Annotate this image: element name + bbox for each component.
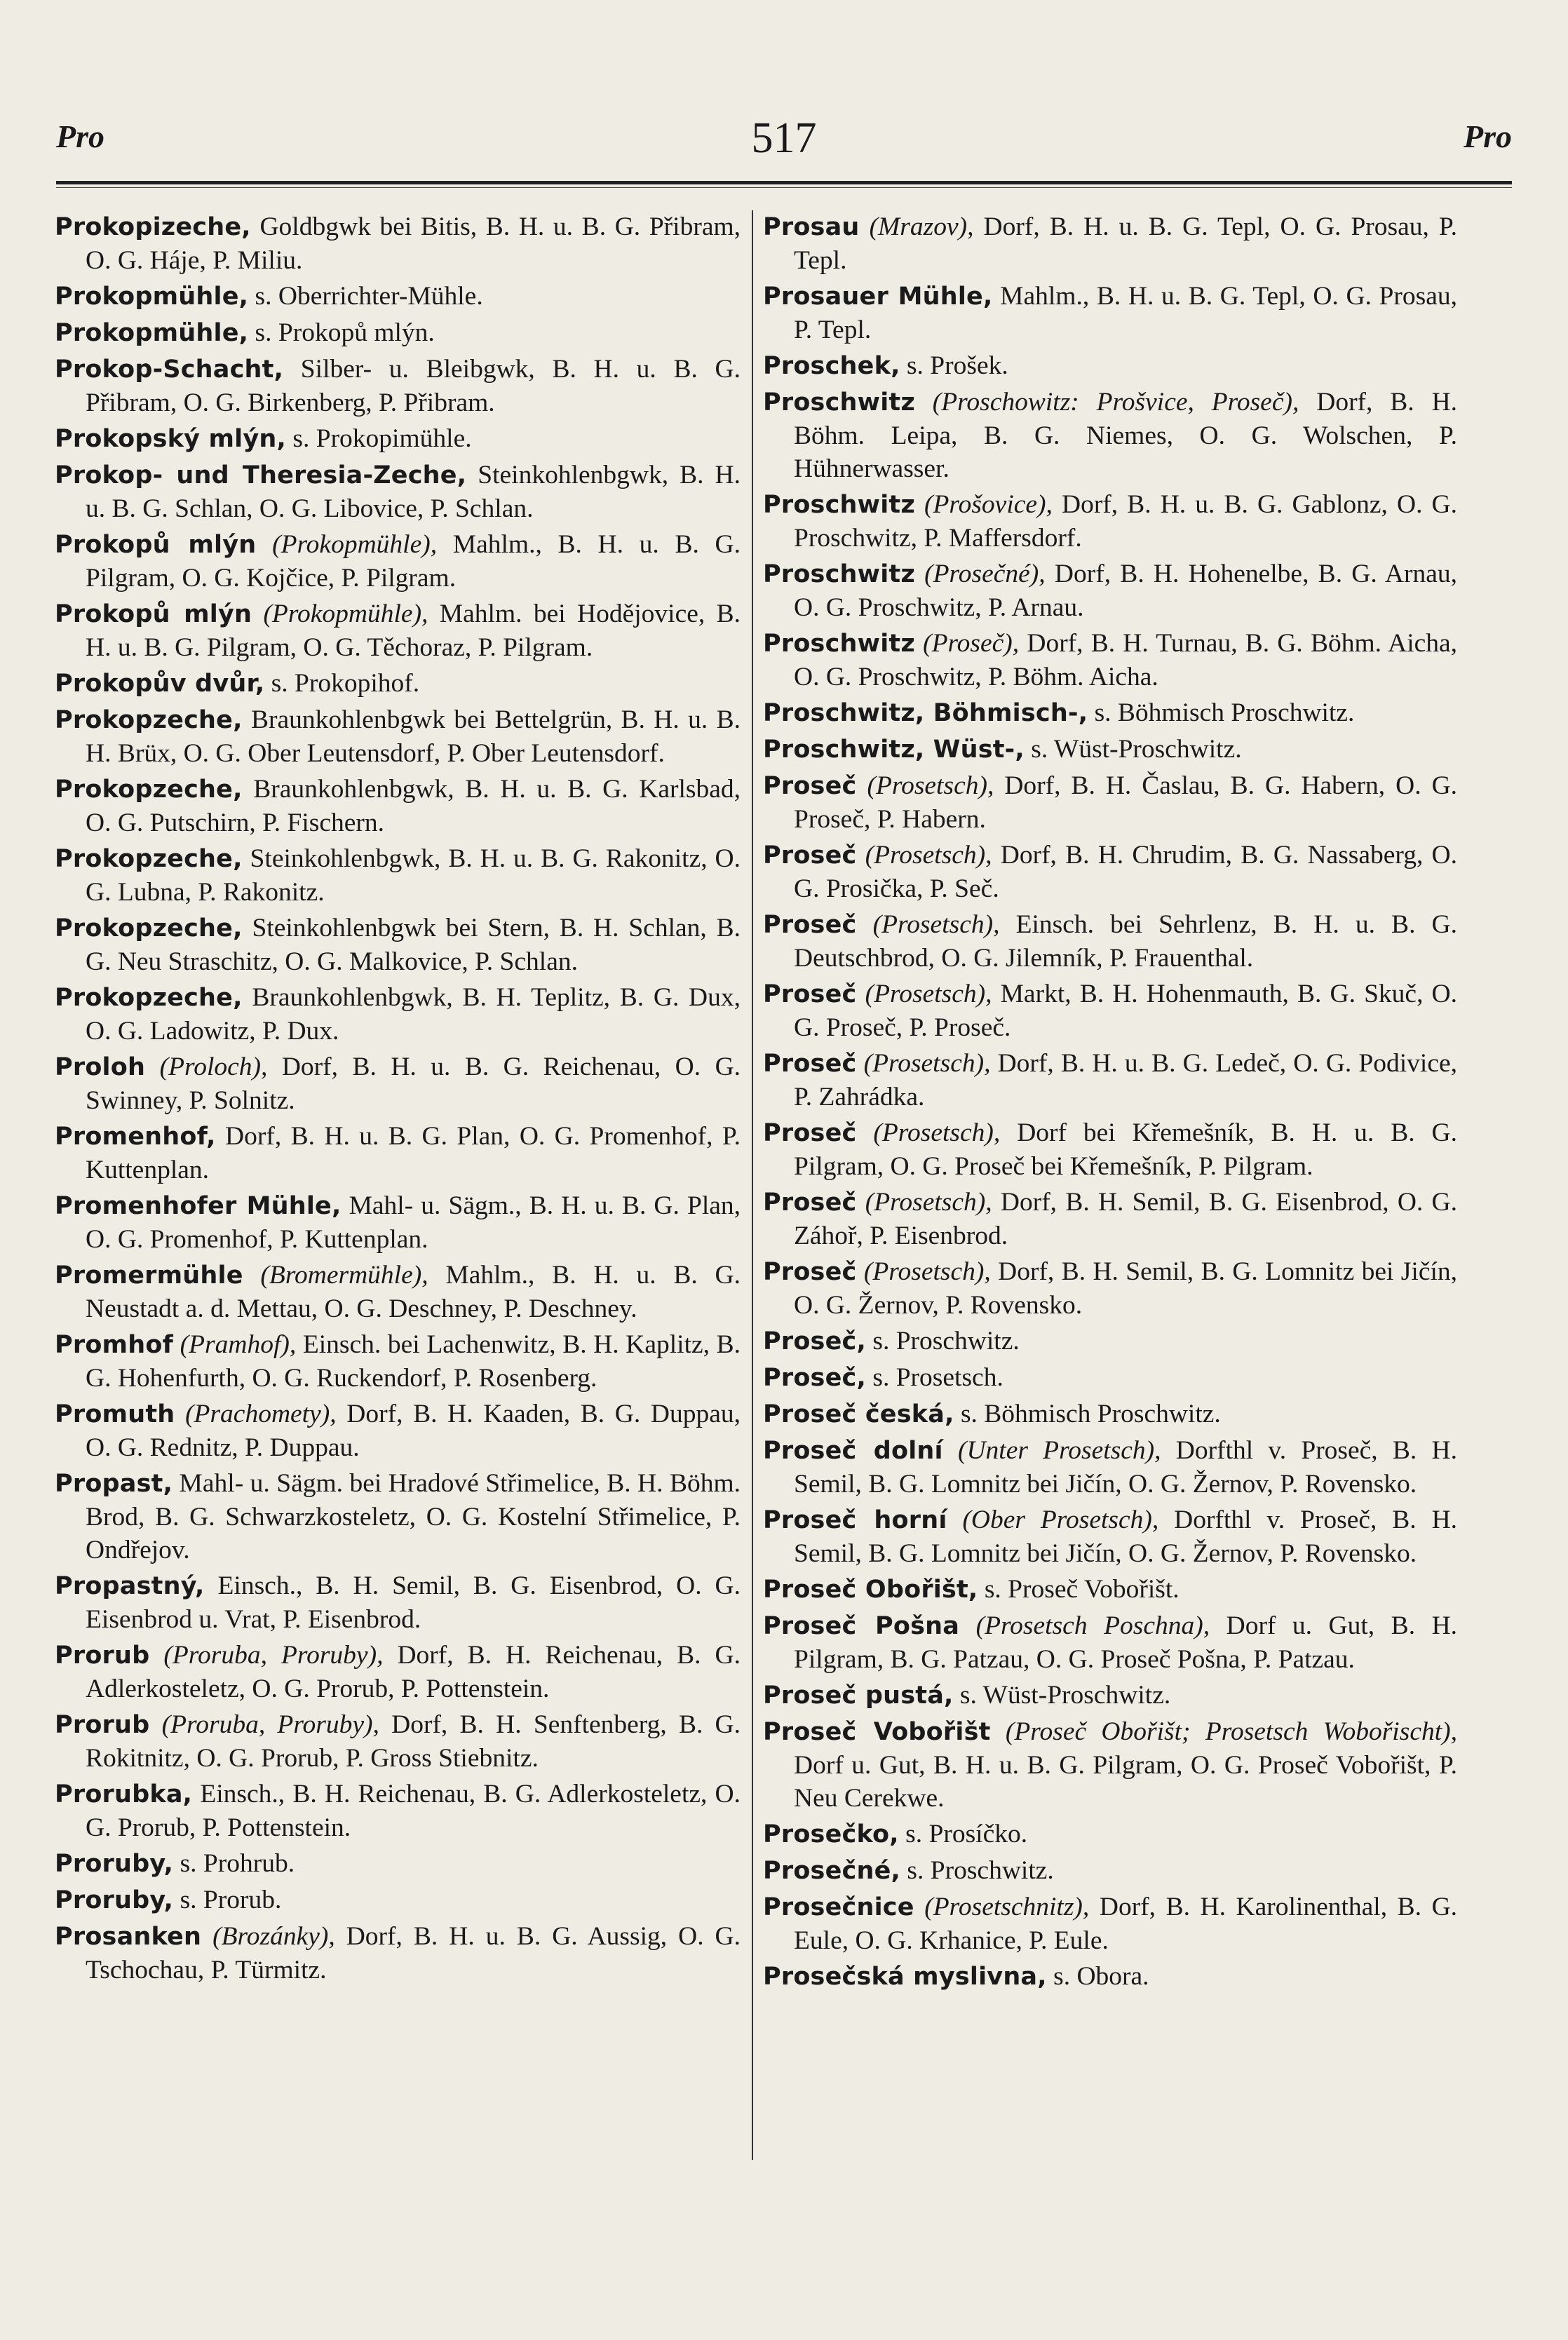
gazetteer-entry: [55, 1884, 741, 1917]
entry-variant-name: (Prošovice),: [924, 490, 1053, 519]
entry-description: s. Proschwitz.: [907, 1856, 1054, 1885]
entry-description: Dorfthl v. Proseč, B. H. Semil, B. G. Lomnitz bei Jičín, O. G. Žernov, P. Rovensko.: [794, 1436, 1457, 1499]
entry-description: Dorf, B. H. Hohenelbe, B. G. Arnau, O. G. Proschwitz, P. Arnau.: [794, 560, 1458, 622]
entry-headword: Propast,: [55, 1470, 173, 1498]
entry-variant-name: (Mrazov),: [869, 212, 974, 241]
entry-description: Mahl- u. Sägm. bei Hradové Střimelice, B. H. Böhm. Brod, B. G. Schwarzkosteletz, O. G. Kostelní Střimelice, P. Ondřejov.: [86, 1469, 741, 1564]
entry-headword: Promhof: [55, 1331, 174, 1359]
entry-description: Silber- u. Bleibgwk, B. H. u. B. G. Přibram, O. G. Birkenberg, P. Přibram.: [86, 355, 741, 417]
gazetteer-entry: [763, 769, 1457, 836]
entry-headword: Prokopzeche,: [55, 914, 243, 942]
gazetteer-entry: [763, 1960, 1457, 1994]
entry-headword: Proseč: [763, 911, 857, 939]
entry-headword: Proloh: [55, 1053, 146, 1081]
gazetteer-entry: [763, 1573, 1457, 1607]
entry-headword: Prokop- und Theresia-Zeche,: [55, 461, 467, 489]
gazetteer-entry: [55, 1569, 741, 1636]
gazetteer-entry: [55, 842, 741, 909]
gazetteer-entry: [763, 349, 1457, 383]
entry-headword: Prorub: [55, 1642, 150, 1670]
gazetteer-entry: [55, 1189, 741, 1256]
gazetteer-entry: [763, 1891, 1457, 1957]
gazetteer-entry: [55, 667, 741, 701]
entry-headword: Prosanken: [55, 1923, 202, 1951]
entry-headword: Proseč: [763, 980, 857, 1008]
entry-variant-name: (Bromermühle),: [260, 1261, 428, 1290]
gazetteer-entry: [55, 528, 741, 595]
entry-description: Dorf u. Gut, B. H. Pilgram, B. G. Patzau, O. G. Proseč Pošna, P. Patzau.: [794, 1611, 1458, 1674]
entry-description: Dorf, B. H. Böhm. Leipa, B. G. Niemes, O. G. Wolschen, P. Hühnerwasser.: [794, 388, 1458, 483]
gazetteer-entry: [55, 912, 741, 978]
gazetteer-entry: [763, 696, 1457, 730]
entry-description: Dorf, B. H. Reichenau, B. G. Adlerkosteletz, O. G. Prorub, P. Pottenstein.: [86, 1641, 741, 1703]
entry-description: Dorf, B. H. Senftenberg, B. G. Rokitnitz, O. G. Prorub, P. Gross Stiebnitz.: [86, 1710, 741, 1773]
entry-description: Dorf bei Křemešník, B. H. u. B. G. Pilgram, O. G. Proseč bei Křemešník, P. Pilgram.: [794, 1118, 1457, 1181]
entry-description: s. Oberrichter-Mühle.: [255, 282, 483, 311]
gazetteer-entry: [763, 210, 1457, 277]
entry-headword: Proseč: [763, 1119, 857, 1147]
entry-headword: Proseč: [763, 1189, 857, 1217]
entry-description: Mahlm., B. H. u. B. G. Pilgram, O. G. Kojčice, P. Pilgram.: [86, 530, 741, 593]
entry-description: Braunkohlenbgwk, B. H. u. B. G. Karlsbad, O. G. Putschirn, P. Fischern.: [86, 775, 741, 837]
entry-variant-name: (Prosetsch),: [873, 1118, 1001, 1147]
entry-headword: Proseč česká,: [763, 1400, 954, 1428]
gazetteer-entry: [763, 1116, 1457, 1183]
entry-headword: Proseč horní: [763, 1506, 947, 1534]
entry-description: Dorf, B. H. u. B. G. Reichenau, O. G. Swinney, P. Solnitz.: [86, 1053, 741, 1115]
gazetteer-entry: [763, 488, 1457, 555]
entry-headword: Prosečné,: [763, 1857, 901, 1885]
entry-variant-name: (Prosetsch),: [867, 771, 994, 800]
page-header: [56, 114, 1512, 167]
gazetteer-entry: [55, 1398, 741, 1464]
header-right-guide-word: Pro: [1464, 119, 1512, 154]
gazetteer-entry: [763, 557, 1457, 624]
gazetteer-entry: [55, 353, 741, 419]
entry-variant-name: (Proloch),: [159, 1053, 268, 1081]
entry-headword: Prosečko,: [763, 1820, 899, 1848]
entry-headword: Promermühle: [55, 1262, 243, 1290]
entry-variant-name: (Ober Prosetsch),: [962, 1506, 1159, 1534]
entry-headword: Proseč Obořišt,: [763, 1576, 978, 1604]
entry-headword: Proschwitz, Böhmisch-,: [763, 699, 1088, 727]
entry-variant-name: (Proruba, Proruby),: [161, 1710, 379, 1739]
entry-variant-name: (Prachomety),: [185, 1400, 337, 1428]
entry-description: s. Prošek.: [906, 351, 1008, 380]
entry-headword: Prokopův dvůr,: [55, 670, 265, 698]
gazetteer-entry: [763, 1186, 1457, 1252]
entry-headword: Proseč: [763, 841, 857, 870]
gazetteer-entry: [55, 981, 741, 1048]
column-divider: [752, 210, 753, 2160]
entry-description: Dorf, B. H. u. B. G. Plan, O. G. Promenhof, P. Kuttenplan.: [86, 1122, 741, 1184]
gazetteer-entry: [763, 1854, 1457, 1888]
entry-headword: Prosau: [763, 213, 860, 241]
entry-description: s. Prosíčko.: [905, 1820, 1028, 1848]
gazetteer-entry: [763, 1715, 1457, 1815]
gazetteer-entry: [763, 1609, 1457, 1676]
entry-description: s. Prohrub.: [180, 1849, 295, 1878]
entry-variant-name: (Prosetsch),: [863, 1049, 991, 1078]
entry-headword: Promuth: [55, 1400, 175, 1428]
gazetteer-entry: [763, 1325, 1457, 1358]
entry-variant-name: (Proruba, Proruby),: [163, 1641, 384, 1670]
entry-description: Dorf, B. H. Karolinenthal, B. G. Eule, O. G. Krhanice, P. Eule.: [794, 1893, 1458, 1955]
entry-description: Dorf u. Gut, B. H. u. B. G. Pilgram, O. G. Proseč Vobořišt, P. Neu Cerekwe.: [794, 1751, 1457, 1813]
gazetteer-entry: [55, 1259, 741, 1325]
entry-headword: Prokopizeche,: [55, 213, 251, 241]
gazetteer-entry: [55, 1847, 741, 1881]
entry-headword: Proseč Pošna: [763, 1612, 960, 1640]
entry-description: s. Proseč Vobořišt.: [984, 1575, 1180, 1604]
entry-headword: Promenhofer Mühle,: [55, 1192, 342, 1220]
entry-headword: Prokopzeche,: [55, 845, 243, 873]
gazetteer-entry: [763, 1398, 1457, 1431]
entry-headword: Proseč,: [763, 1327, 866, 1355]
entry-description: Einsch. bei Lachenwitz, B. H. Kaplitz, B. G. Hohenfurth, O. G. Ruckendorf, P. Rosenberg.: [86, 1330, 741, 1393]
entry-headword: Proseč,: [763, 1364, 866, 1392]
gazetteer-entry: [55, 597, 741, 664]
entry-description: Steinkohlenbgwk bei Stern, B. H. Schlan, B. G. Neu Straschitz, O. G. Malkovice, P. Schlan.: [86, 914, 741, 976]
gazetteer-entry: [763, 1434, 1457, 1501]
gazetteer-entry: [763, 1679, 1457, 1712]
entry-headword: Prosečnice: [763, 1893, 914, 1921]
gazetteer-entry: [55, 1778, 741, 1844]
gazetteer-entry: [55, 422, 741, 456]
entry-headword: Proruby,: [55, 1886, 174, 1914]
entry-variant-name: (Proseč Obořišt; Prosetsch Wobořischt),: [1005, 1717, 1457, 1746]
entry-headword: Prokopů mlýn: [55, 600, 252, 628]
gazetteer-entry: [55, 703, 741, 770]
entry-variant-name: (Prokopmühle),: [272, 530, 438, 559]
entry-description: Markt, B. H. Hohenmauth, B. G. Skuč, O. G. Proseč, P. Proseč.: [794, 980, 1458, 1042]
entry-variant-name: (Unter Prosetsch),: [957, 1436, 1161, 1465]
entry-description: Dorfthl v. Proseč, B. H. Semil, B. G. Lomnitz bei Jičín, O. G. Žernov, P. Rovensko.: [794, 1506, 1458, 1568]
entry-description: Steinkohlenbgwk, B. H. u. B. G. Schlan, O. G. Libovice, P. Schlan.: [86, 461, 741, 523]
entry-headword: Prosauer Mühle,: [763, 283, 993, 311]
entry-headword: Proschwitz, Wüst-,: [763, 736, 1025, 764]
entry-headword: Prorubka,: [55, 1780, 193, 1808]
entry-description: Mahlm., B. H. u. B. G. Tepl, O. G. Prosau, P. Tepl.: [794, 282, 1458, 344]
entry-description: Dorf, B. H. u. B. G. Tepl, O. G. Prosau, P. Tepl.: [794, 212, 1457, 275]
gazetteer-entry: [763, 1255, 1457, 1322]
entry-description: Steinkohlenbgwk, B. H. u. B. G. Rakonitz, O. G. Lubna, P. Rakonitz.: [86, 844, 741, 907]
entry-description: Einsch., B. H. Reichenau, B. G. Adlerkosteletz, O. G. Prorub, P. Pottenstein.: [86, 1780, 741, 1842]
gazetteer-entry: [55, 773, 741, 839]
entry-description: Braunkohlenbgwk, B. H. Teplitz, B. G. Dux, O. G. Ladowitz, P. Dux.: [86, 983, 741, 1046]
entry-description: s. Obora.: [1053, 1962, 1149, 1991]
entry-description: Dorf, B. H. Časlau, B. G. Habern, O. G. Proseč, P. Habern.: [794, 771, 1458, 834]
gazetteer-entry: [763, 1503, 1457, 1570]
gazetteer-entry: [763, 280, 1457, 346]
entry-description: Dorf, B. H. u. B. G. Aussig, O. G. Tschochau, P. Türmitz.: [86, 1922, 741, 1984]
gazetteer-entry: [55, 1467, 741, 1567]
gazetteer-entry: [763, 839, 1457, 905]
entry-headword: Promenhof,: [55, 1123, 216, 1151]
entry-variant-name: (Prosetsch),: [865, 1188, 992, 1217]
entry-description: Dorf, B. H. Kaaden, B. G. Duppau, O. G. Rednitz, P. Duppau.: [86, 1400, 741, 1462]
right-column: [763, 210, 1457, 1996]
entry-headword: Prokopzeche,: [55, 776, 243, 804]
page-number: 517: [751, 114, 817, 162]
entry-variant-name: (Prosetsch),: [865, 841, 992, 870]
gazetteer-entry: [763, 1818, 1457, 1851]
entry-description: Einsch. bei Sehrlenz, B. H. u. B. G. Deutschbrod, O. G. Jilemník, P. Frauenthal.: [794, 910, 1458, 973]
entry-headword: Proschwitz: [763, 630, 915, 658]
entry-description: s. Böhmisch Proschwitz.: [960, 1400, 1221, 1428]
gazetteer-entry: [55, 1639, 741, 1705]
gazetteer-entry: [763, 908, 1457, 975]
entry-description: Dorf, B. H. Chrudim, B. G. Nassaberg, O. G. Prosička, P. Seč.: [794, 841, 1458, 903]
entry-description: Mahlm. bei Hodějovice, B. H. u. B. G. Pilgram, O. G. Těchoraz, P. Pilgram.: [86, 600, 741, 662]
entry-description: s. Prorub.: [180, 1886, 282, 1914]
entry-description: s. Prosetsch.: [872, 1363, 1003, 1392]
gazetteer-entry: [763, 978, 1457, 1044]
gazetteer-entry: [55, 1920, 741, 1987]
entry-variant-name: (Prosetsch Poschna),: [975, 1611, 1210, 1640]
gazetteer-entry: [763, 1361, 1457, 1395]
entry-description: s. Wüst-Proschwitz.: [1031, 735, 1242, 764]
entry-headword: Proschwitz: [763, 388, 915, 417]
entry-variant-name: (Prosetschnitz),: [924, 1893, 1090, 1921]
entry-headword: Proseč: [763, 1258, 857, 1286]
gazetteer-entry: [763, 386, 1457, 485]
gazetteer-entry: [55, 1120, 741, 1186]
entry-headword: Proseč: [763, 1050, 857, 1078]
header-rule: [56, 181, 1512, 184]
entry-variant-name: (Brozánky),: [212, 1922, 335, 1951]
entry-description: Mahlm., B. H. u. B. G. Neustadt a. d. Mettau, O. G. Deschney, P. Deschney.: [86, 1261, 741, 1323]
entry-headword: Proschek,: [763, 352, 900, 380]
gazetteer-entry: [763, 627, 1457, 694]
entry-description: Dorf, B. H. Turnau, B. G. Böhm. Aicha, O. G. Proschwitz, P. Böhm. Aicha.: [794, 629, 1458, 691]
entry-headword: Proruby,: [55, 1850, 174, 1878]
entry-headword: Prosečská myslivna,: [763, 1963, 1047, 1991]
gazetteer-entry: [55, 316, 741, 350]
entry-headword: Prokopský mlýn,: [55, 425, 286, 453]
entry-description: Mahl- u. Sägm., B. H. u. B. G. Plan, O. G. Promenhof, P. Kuttenplan.: [86, 1191, 741, 1254]
entry-description: Braunkohlenbgwk bei Bettelgrün, B. H. u. B. H. Brüx, O. G. Ober Leutensdorf, P. Ober Leutensdorf.: [86, 705, 741, 768]
entry-headword: Prokop-Schacht,: [55, 356, 284, 384]
entry-description: s. Prokopimühle.: [292, 424, 472, 453]
gazetteer-entry: [763, 1047, 1457, 1114]
entry-description: s. Wüst-Proschwitz.: [959, 1681, 1171, 1710]
entry-description: Goldbgwk bei Bitis, B. H. u. B. G. Přibram, O. G. Háje, P. Miliu.: [86, 212, 741, 275]
entry-headword: Proschwitz: [763, 491, 915, 519]
entry-headword: Proseč: [763, 772, 857, 800]
gazetteer-entry: [55, 280, 741, 313]
entry-description: Dorf, B. H. u. B. G. Gablonz, O. G. Proschwitz, P. Maffersdorf.: [794, 490, 1458, 553]
entry-description: Dorf, B. H. Semil, B. G. Eisenbrod, O. G. Záhoř, P. Eisenbrod.: [794, 1188, 1458, 1250]
entry-headword: Prokopzeche,: [55, 984, 243, 1012]
entry-headword: Prokopů mlýn: [55, 531, 257, 559]
entry-variant-name: (Proseč),: [923, 629, 1020, 658]
entry-headword: Prokopmühle,: [55, 283, 249, 311]
gazetteer-entry: [55, 1050, 741, 1117]
entry-variant-name: (Prosečné),: [924, 560, 1046, 588]
entry-variant-name: (Prosetsch),: [872, 910, 1000, 939]
entry-variant-name: (Prosetsch),: [865, 980, 992, 1008]
entry-headword: Proseč dolní: [763, 1437, 943, 1465]
left-column: [55, 210, 741, 1989]
header-left-guide-word: Pro: [56, 119, 104, 154]
gazetteer-entry: [55, 1328, 741, 1395]
entry-variant-name: (Proschowitz: Prošvice, Proseč),: [932, 388, 1299, 417]
entry-description: Dorf, B. H. u. B. G. Ledeč, O. G. Podivice, P. Zahrádka.: [794, 1049, 1457, 1111]
entry-variant-name: (Prosetsch),: [863, 1257, 991, 1286]
entry-headword: Proseč pustá,: [763, 1682, 954, 1710]
entry-variant-name: (Pramhof),: [180, 1330, 297, 1359]
gazetteer-entry: [55, 210, 741, 277]
gazetteer-entry: [55, 1708, 741, 1775]
gazetteer-entry: [55, 459, 741, 525]
header-rule-thin: [56, 187, 1512, 188]
entry-variant-name: (Prokopmühle),: [263, 600, 428, 628]
entry-headword: Prorub: [55, 1711, 150, 1739]
entry-description: Dorf, B. H. Semil, B. G. Lomnitz bei Jičín, O. G. Žernov, P. Rovensko.: [794, 1257, 1458, 1320]
entry-description: s. Prokopihof.: [271, 669, 420, 698]
entry-description: s. Proschwitz.: [872, 1327, 1020, 1355]
entry-description: s. Böhmisch Proschwitz.: [1094, 698, 1355, 727]
entry-headword: Prokopmühle,: [55, 319, 249, 347]
entry-headword: Proschwitz: [763, 560, 915, 588]
entry-headword: Propastný,: [55, 1572, 205, 1600]
entry-description: s. Prokopů mlýn.: [255, 318, 435, 347]
entry-description: Einsch., B. H. Semil, B. G. Eisenbrod, O. G. Eisenbrod u. Vrat, P. Eisenbrod.: [86, 1571, 741, 1634]
gazetteer-entry: [763, 733, 1457, 766]
entry-headword: Proseč Vobořišt: [763, 1718, 991, 1746]
entry-headword: Prokopzeche,: [55, 706, 243, 734]
